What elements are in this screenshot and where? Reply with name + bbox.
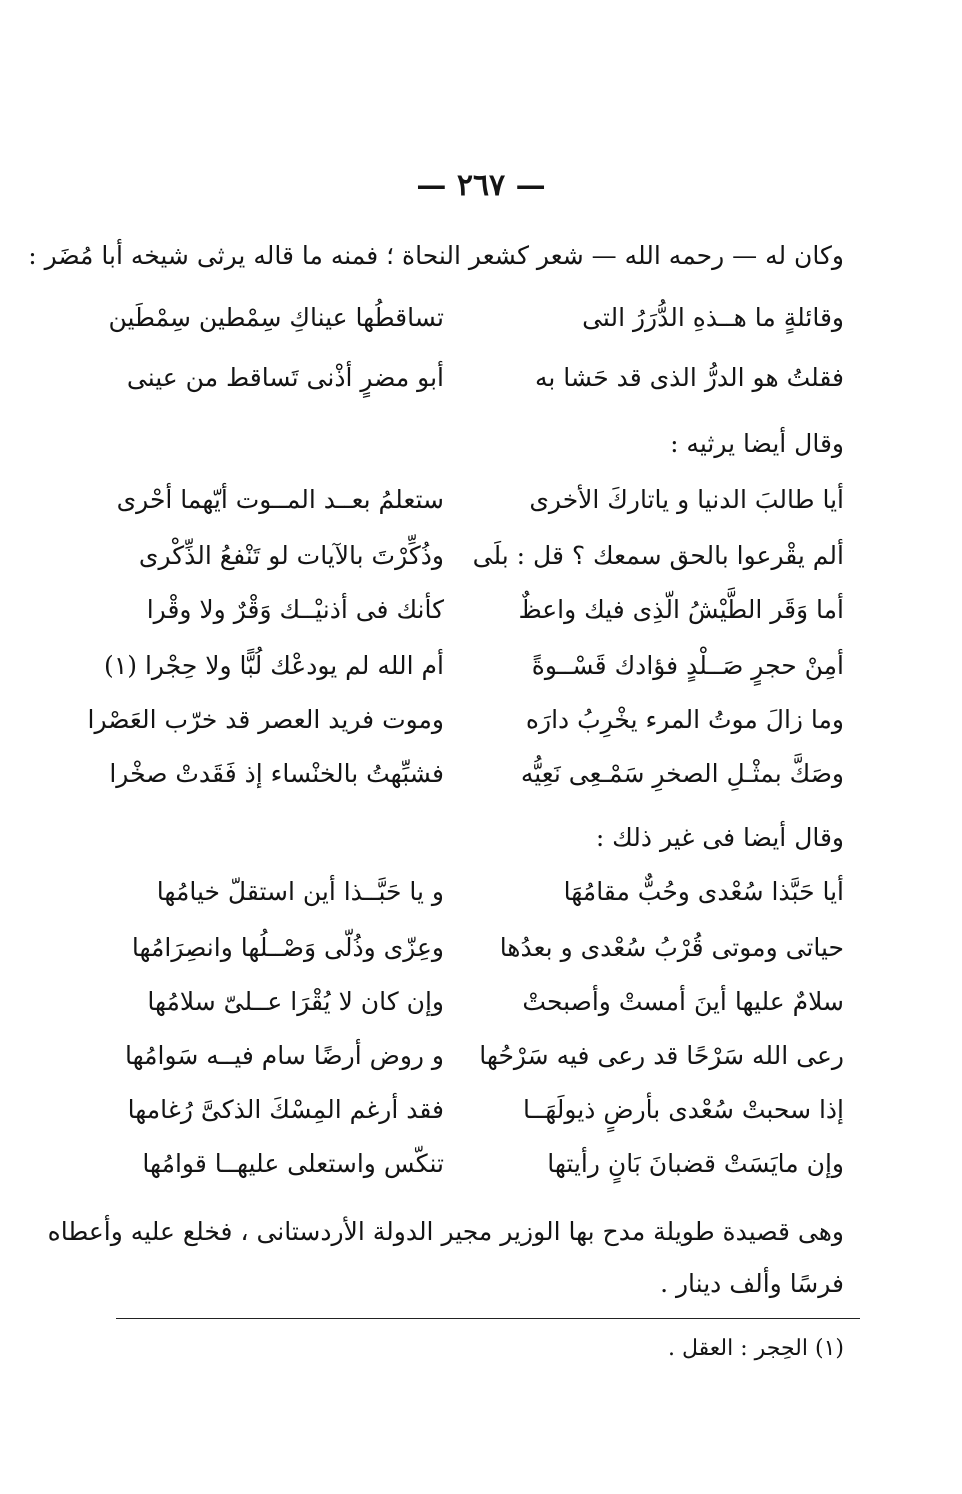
verse-line xyxy=(114,588,844,644)
first-hemistich: وما زالَ موتُ المرء يخْرِبُ دارَه xyxy=(525,705,844,734)
first-hemistich: وصَكَّ بمثْـلِ الصخرِ سَمْـعِى نَعِيُّه xyxy=(520,759,844,788)
verse-line xyxy=(114,1088,844,1144)
second-hemistich: ستعلمُ بعــد المــوت أيّهما أحْرى xyxy=(116,485,444,514)
second-hemistich: كأنك فى أذنيْــك وَقْرٌ ولا وقْرا xyxy=(146,595,444,624)
first-hemistich: إذا سحبتْ سُعْدى بأرضٍ ذيولَهَــا xyxy=(523,1095,844,1124)
closing-paragraph-line-1: وهى قصيدة طويلة مدح بها الوزير مجير الدولة الأردستانى ، فخلع عليه وأعطاه xyxy=(47,1217,844,1246)
second-hemistich: وموت فريد العصر قد خرّب العَصْرا xyxy=(87,705,444,734)
intro-paragraph-1: وكان له — رحمه الله — شعر كشعر النحاة ؛ فمنه ما قاله يرثى شيخه أبا مُضَر : xyxy=(28,241,844,270)
intro-paragraph-3: وقال أيضا فى غير ذلك : xyxy=(595,823,844,852)
second-hemistich: وإن كان لا يُقْرَا عــلىّ سلامُها xyxy=(147,987,444,1016)
second-hemistich: وعِزّى وذُلّى وَصْــلُها وانصِرَامُها xyxy=(131,933,444,962)
first-hemistich: أيا طالبَ الدنيا و ياتاركَ الأخرى xyxy=(529,485,844,514)
verse-line xyxy=(114,478,844,534)
verse-line xyxy=(114,1142,844,1198)
second-hemistich: أم الله لم يودعْك لُبًّا ولا حِجْرا (١) xyxy=(104,651,444,680)
verse-line xyxy=(109,752,844,808)
verse-line xyxy=(114,534,844,590)
page-number: — ٢٦٧ — xyxy=(416,168,546,203)
first-hemistich: ألم يقْرعوا بالحق سمعك ؟ قل : بلَى xyxy=(472,541,844,570)
second-hemistich: و يا حَبَّــذا أين استقلّ خيامُها xyxy=(156,877,444,906)
first-hemistich: حياتى وموتى قُرْبُ سُعْدى و بعدُها xyxy=(499,933,844,962)
second-hemistich: فقد أرغم المِسْكَ الذكىَّ رُغامها xyxy=(127,1095,444,1124)
first-hemistich: وقائلةٍ ما هــذهِ الدُّرَرُ التى xyxy=(582,303,844,332)
first-hemistich: أيا حَبَّذا سُعْدى وحُبٌّ مقامُهَا xyxy=(563,877,844,906)
verse-line xyxy=(108,296,844,352)
verse-line xyxy=(104,644,844,700)
closing-paragraph-line-2: فرسًا وألف دينار . xyxy=(660,1269,844,1298)
first-hemistich: رعى الله سَرْحًا قد رعى فيه سَرْحُها xyxy=(479,1041,844,1070)
second-hemistich: تساقطُها عيناكِ سِمْطين سِمْطَين xyxy=(108,303,444,332)
verse-line xyxy=(114,1034,844,1090)
second-hemistich: فشبِّهتُ بالخنْساء إذ فَقَدتْ صخْرا xyxy=(109,759,444,788)
first-hemistich: أما وَقَر الطَّيْشُ الّذِى فيك واعظٌ xyxy=(518,595,844,624)
footnote: (١) الحِجر : العقل . xyxy=(668,1336,844,1361)
verse-line xyxy=(87,698,844,754)
footnote-divider xyxy=(116,1318,860,1319)
first-hemistich: فقلتُ هو الدرُّ الذى قد حَشا به xyxy=(534,363,844,392)
second-hemistich: تنكّس واستعلى عليهــا قوامُها xyxy=(142,1149,444,1178)
first-hemistich: أمِنْ حجرٍ صَــلْدٍ فؤادك قَسْــوةً xyxy=(531,651,844,680)
first-hemistich: سلامٌ عليها أينَ أمستْ وأصبحتْ xyxy=(522,987,844,1016)
verse-line xyxy=(114,356,844,412)
verse-line xyxy=(114,870,844,926)
second-hemistich: وذُكِّرْتَ بالآيات لو تَنْفعُ الذِّكْرى xyxy=(138,541,444,570)
first-hemistich: وإن مايَسَتْ قضبانَ بَانٍ رأيتها xyxy=(547,1149,844,1178)
intro-paragraph-2: وقال أيضا يرثيه : xyxy=(670,429,844,458)
verse-line xyxy=(114,926,844,982)
verse-line xyxy=(114,980,844,1036)
second-hemistich: أبو مضرٍ أذْنى تَساقط من عينى xyxy=(126,363,444,392)
second-hemistich: و روض أرضًا سام فيــه سَوامُها xyxy=(125,1041,444,1070)
